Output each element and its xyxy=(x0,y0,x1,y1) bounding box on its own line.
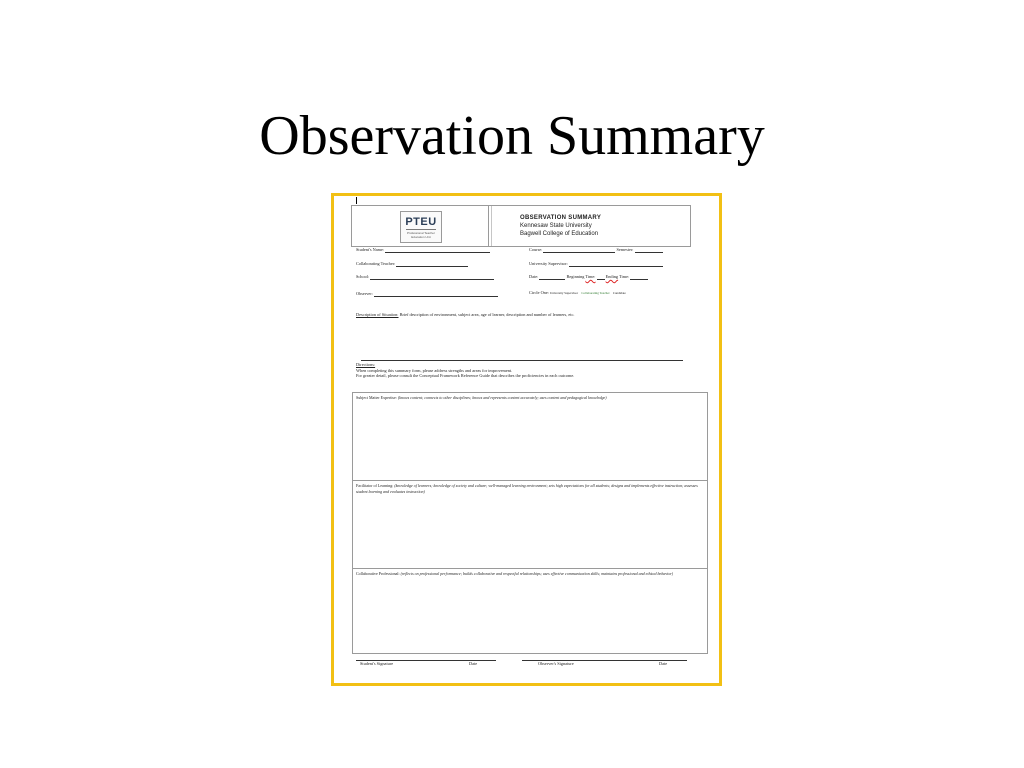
university-supervisor-field[interactable] xyxy=(529,261,663,267)
section-2-text xyxy=(356,483,701,494)
observer-label: Observer: xyxy=(356,291,373,296)
course-line xyxy=(543,247,615,253)
form-page xyxy=(334,196,719,683)
ending-time-label: Time: xyxy=(618,274,630,279)
option-university-supervisor[interactable]: University Supervisor xyxy=(550,291,579,295)
school-field[interactable] xyxy=(356,274,494,280)
form-header xyxy=(351,205,691,247)
form-title: OBSERVATION SUMMARY xyxy=(520,215,602,221)
section-1-heading: Subject Matter Expertise: xyxy=(356,395,397,400)
description-of-situation xyxy=(356,312,686,318)
observer-line xyxy=(374,291,498,297)
date-line xyxy=(539,274,565,280)
university-supervisor-line xyxy=(569,261,663,267)
header-divider-secondary xyxy=(491,206,492,246)
text-cursor-mark xyxy=(356,197,357,204)
ending-label: Ending xyxy=(605,274,619,279)
section-2-heading: Facilitator of Learning: xyxy=(356,483,394,488)
section-subject-matter-expertise[interactable] xyxy=(352,392,708,481)
option-collaborating-teacher[interactable]: Collaborating Teacher xyxy=(581,291,610,295)
school-line xyxy=(370,274,494,280)
course-field[interactable] xyxy=(529,247,663,253)
student-name-field[interactable] xyxy=(356,247,490,253)
semester-label: Semester: xyxy=(616,247,634,252)
section-collaborative-professional[interactable] xyxy=(352,568,708,654)
org-block xyxy=(520,214,601,238)
circle-one-label: Circle One: xyxy=(529,290,549,295)
directions-block xyxy=(356,362,696,379)
beginning-label: Beginning xyxy=(566,274,586,279)
section-1-description: (knows content; connects to other disciplines; knows and represents content accurately; uses content and pedagogical knowledge) xyxy=(397,395,607,400)
slide-title: Observation Summary xyxy=(259,105,765,167)
observer-signature-label: Observer's Signature xyxy=(538,661,574,666)
section-2-description: (knowledge of learners; knowledge of society and culture; well-managed learning environment; sets high expectations for all students; designs and implements effective instruction; assesses student learning and evaluates instruction) xyxy=(356,483,698,494)
form-thumbnail xyxy=(331,193,722,686)
header-divider xyxy=(488,206,489,246)
logo-divider xyxy=(406,229,436,230)
university-supervisor-label: University Supervisor: xyxy=(529,261,569,266)
section-1-text xyxy=(356,395,701,401)
description-heading: Description of Situation: xyxy=(356,312,399,317)
student-name-label: Student's Name: xyxy=(356,247,385,252)
section-3-heading: Collaborative Professional: xyxy=(356,571,400,576)
date-time-field[interactable] xyxy=(529,274,648,280)
beginning-time-line xyxy=(597,274,605,280)
description-text: Brief description of environment, subject area, age of learner, description and number of learners, etc. xyxy=(399,312,575,317)
directions-line-2: For greater detail, please consult the Conceptual Framework Reference Guide that describes the proficiencies in each outcome. xyxy=(356,373,575,378)
section-facilitator-of-learning[interactable] xyxy=(352,480,708,569)
university-name: Kennesaw State University xyxy=(520,223,592,229)
section-3-text xyxy=(356,571,701,577)
collaborating-teacher-line xyxy=(396,261,468,267)
ending-time-line xyxy=(630,274,648,280)
directions-heading: Directions: xyxy=(356,362,376,367)
collaborating-teacher-field[interactable] xyxy=(356,261,468,267)
student-name-line xyxy=(385,247,490,253)
option-candidate[interactable]: Candidate xyxy=(612,291,626,295)
student-signature-label: Student's Signature xyxy=(360,661,394,666)
logo-subtitle: Professional Teacher Education Unit xyxy=(407,231,435,239)
logo-wordmark: PTEU xyxy=(405,216,437,228)
collaborating-teacher-label: Collaborating Teacher: xyxy=(356,261,396,266)
observer-field[interactable] xyxy=(356,291,498,297)
semester-line xyxy=(635,247,663,253)
course-label: Course: xyxy=(529,247,543,252)
circle-one-field[interactable] xyxy=(529,290,626,296)
description-end-rule xyxy=(361,360,683,361)
college-name: Bagwell College of Education xyxy=(520,231,599,237)
directions-line-1: When completing this summary form, please address strengths and areas for improvement. xyxy=(356,367,513,373)
observer-date-label: Date xyxy=(659,661,668,666)
school-label: School: xyxy=(356,274,370,279)
beginning-time-label: Time: xyxy=(585,274,596,279)
section-3-description: (reflects on professional performance; builds collaborative and respectful relationships; uses effective communication skills; maintains professional and ethical behavior) xyxy=(400,571,674,576)
date-label: Date: xyxy=(529,274,539,279)
student-date-label: Date xyxy=(469,661,478,666)
pteu-logo xyxy=(400,211,442,243)
